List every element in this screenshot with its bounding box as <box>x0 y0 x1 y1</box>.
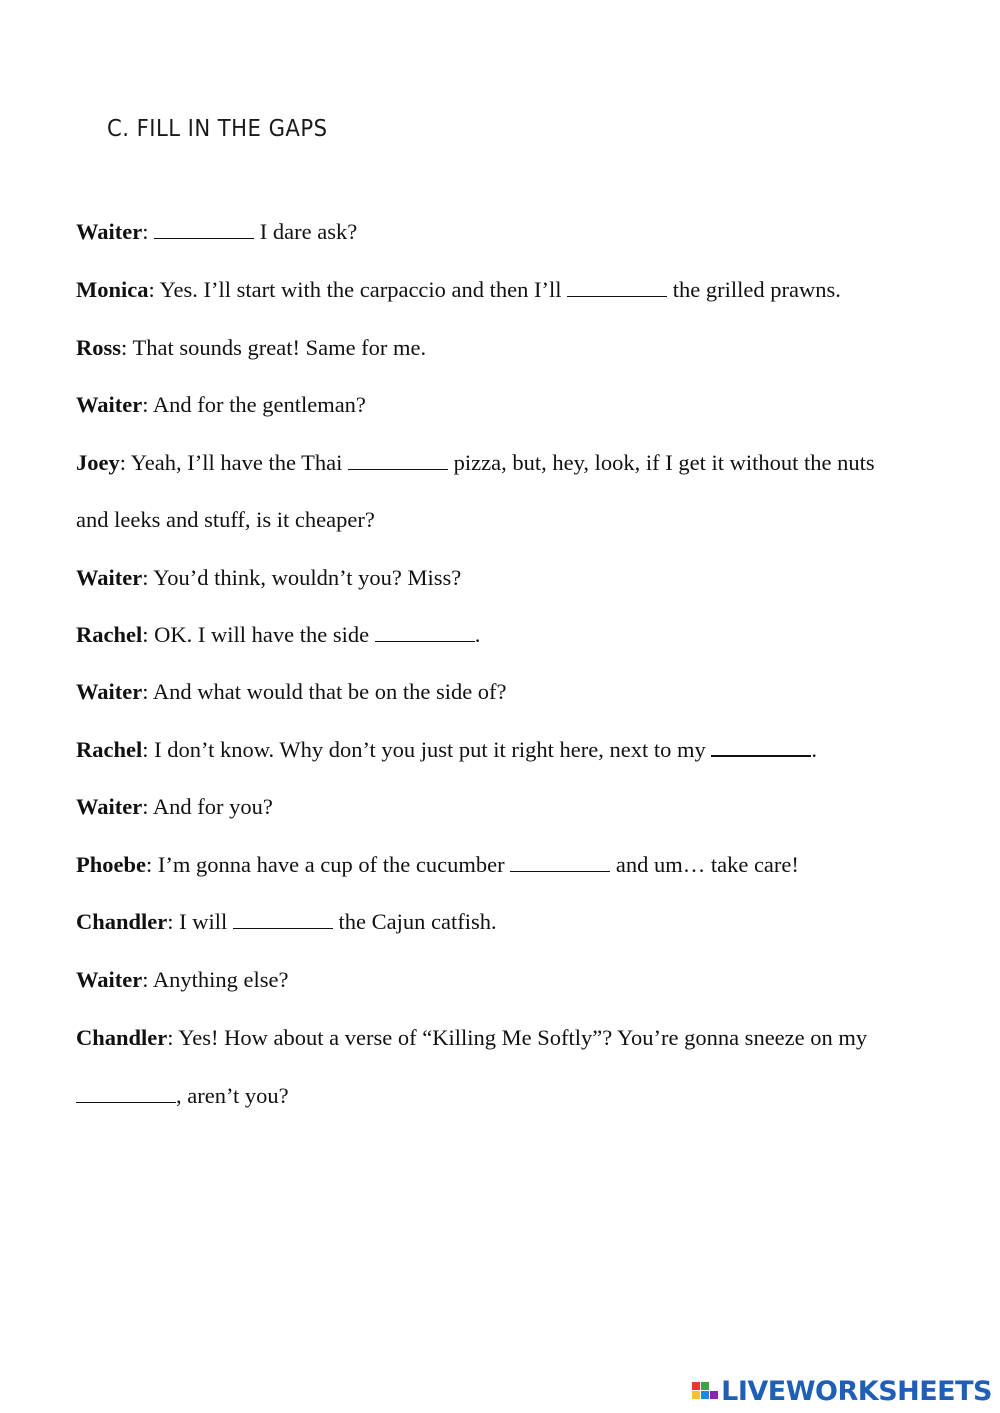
speaker-name: Chandler <box>76 909 168 934</box>
dialogue-line: Waiter: I dare ask? <box>76 219 358 244</box>
speaker-name: Rachel <box>76 737 143 762</box>
speaker-name: Waiter <box>76 967 143 992</box>
speaker-name: Joey <box>76 450 120 475</box>
gap-input-7[interactable] <box>233 910 333 929</box>
speaker-name: Waiter <box>76 679 143 704</box>
speaker-name: Monica <box>76 277 149 302</box>
gap-input-5[interactable] <box>711 737 811 757</box>
speaker-name: Waiter <box>76 565 143 590</box>
gap-input-4[interactable] <box>375 623 475 642</box>
dialogue-line: Joey: Yeah, I’ll have the Thai pizza, but, hey, look, if I get it without the nuts <box>76 450 875 475</box>
speaker-name: Ross <box>76 335 122 360</box>
dialogue-line: and leeks and stuff, is it cheaper? <box>76 507 375 532</box>
dialogue-line: Ross: That sounds great! Same for me. <box>76 335 427 360</box>
dialogue-line: Waiter: And what would that be on the side of? <box>76 679 507 704</box>
liveworksheets-footer[interactable] <box>691 1376 992 1407</box>
gap-input-1[interactable] <box>154 220 254 239</box>
dialogue-line: Monica: Yes. I’ll start with the carpaccio and then I’ll the grilled prawns. <box>76 277 841 302</box>
speaker-name: Rachel <box>76 622 143 647</box>
liveworksheets-logo-icon <box>691 1378 719 1406</box>
dialogue-line: Rachel: OK. I will have the side . <box>76 622 481 647</box>
dialogue-line: Waiter: You’d think, wouldn’t you? Miss? <box>76 565 462 590</box>
gap-input-8[interactable] <box>76 1084 176 1103</box>
dialogue-line: Chandler: I will the Cajun catfish. <box>76 909 497 934</box>
speaker-name: Waiter <box>76 219 143 244</box>
speaker-name: Waiter <box>76 794 143 819</box>
dialogue-line: Waiter: And for you? <box>76 794 273 819</box>
dialogue-line: Waiter: And for the gentleman? <box>76 392 366 417</box>
gap-input-3[interactable] <box>348 451 448 470</box>
dialogue-line: , aren’t you? <box>76 1082 289 1110</box>
dialogue-line: Rachel: I don’t know. Why don’t you just put it right here, next to my . <box>76 737 817 762</box>
dialogue-line: Phoebe: I’m gonna have a cup of the cucumber and um… take care! <box>76 852 799 877</box>
speaker-name: Chandler <box>76 1025 168 1050</box>
gap-input-2[interactable] <box>567 278 667 297</box>
dialogue-line: Chandler: Yes! How about a verse of “Killing Me Softly”? You’re gonna sneeze on my <box>76 1025 868 1050</box>
worksheet-title: C. FILL IN THE GAPS <box>107 116 328 142</box>
speaker-name: Phoebe <box>76 852 146 877</box>
gap-input-6[interactable] <box>510 853 610 872</box>
speaker-name: Waiter <box>76 392 143 417</box>
brand-name: LIVEWORKSHEETS <box>721 1376 992 1407</box>
dialogue-line: Waiter: Anything else? <box>76 967 289 992</box>
